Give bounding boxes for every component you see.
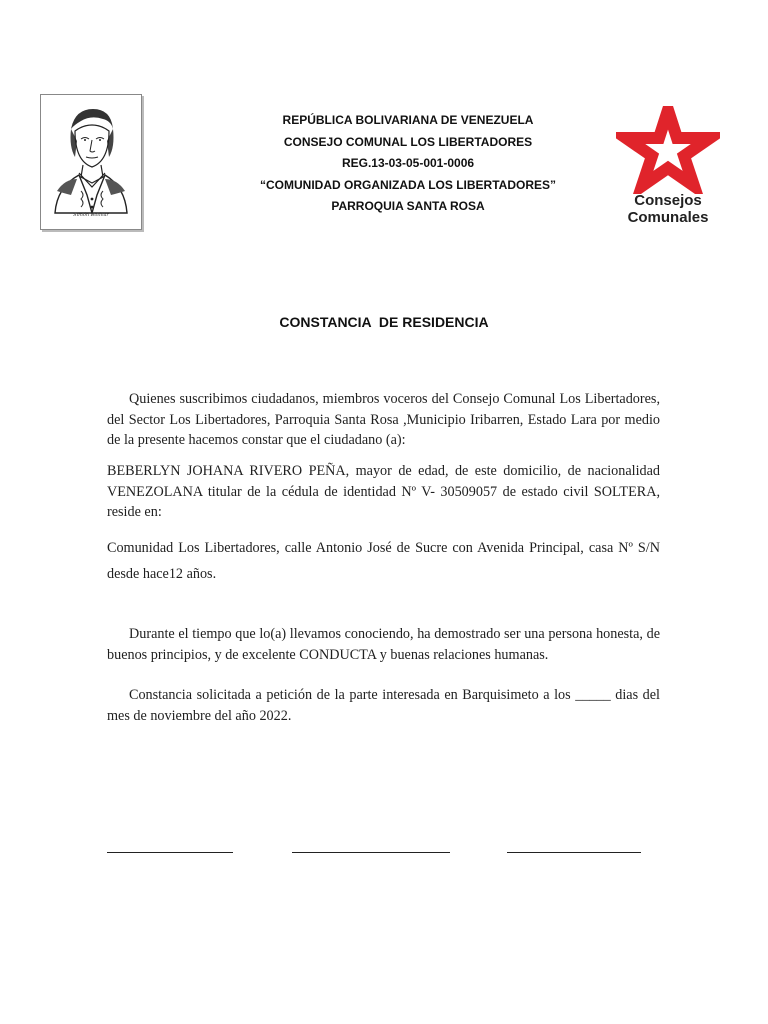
consejos-comunales-logo [616,106,720,230]
simon-bolivar-portrait-icon [41,95,141,229]
signature-line-right [507,852,641,853]
red-star-logo-icon [616,106,720,194]
header-country: REPÚBLICA BOLIVARIANA DE VENEZUELA [282,113,534,127]
portrait-frame [40,94,142,230]
header-parish: PARROQUIA SANTA ROSA [331,199,485,213]
letterhead [208,110,608,218]
paragraph-citizen-details: BEBERLYN JOHANA RIVERO PEÑA, mayor de edad, de este domicilio, de nacionalidad VENEZOLANA titular de la cédula de identidad Nº V- 30509057 de estado civil SOLTERA, reside en: [107,463,660,520]
portrait-caption: Simón Bolívar [73,212,109,218]
document-title: CONSTANCIA DE RESIDENCIA [279,314,489,330]
paragraph-request: Constancia solicitada a petición de la parte interesada en Barquisimeto a los _____ dias del mes de noviembre del año 2022. [107,687,660,724]
signature-line-center [292,852,450,853]
logo-text-line2: Comunales [627,209,709,226]
header-registry: REG.13-03-05-001-0006 [341,156,475,170]
signature-line-left [107,852,233,853]
header-community: “COMUNIDAD ORGANIZADA LOS LIBERTADORES” [260,177,556,192]
paragraph-conduct: Durante el tiempo que lo(a) llevamos conociendo, ha demostrado ser una persona honesta, de buenos principios, y de excelente CONDUCTA y buenas relaciones humanas. [107,626,660,663]
header-council: CONSEJO COMUNAL LOS LIBERTADORES [283,134,533,149]
paragraph-introduction: Quienes suscribimos ciudadanos, miembros voceros del Consejo Comunal Los Libertadores, del Sector Los Libertadores, Parroquia Santa Rosa ,Municipio Iribarren, Estado Lara por medio de la presente hacemos constar que el ciudadano (a): [107,391,660,448]
logo-text-line1: Consejos [634,192,702,209]
paragraph-address: Comunidad Los Libertadores, calle Antonio José de Sucre con Avenida Principal, casa Nº S/N desde hace12 años. [107,540,660,582]
